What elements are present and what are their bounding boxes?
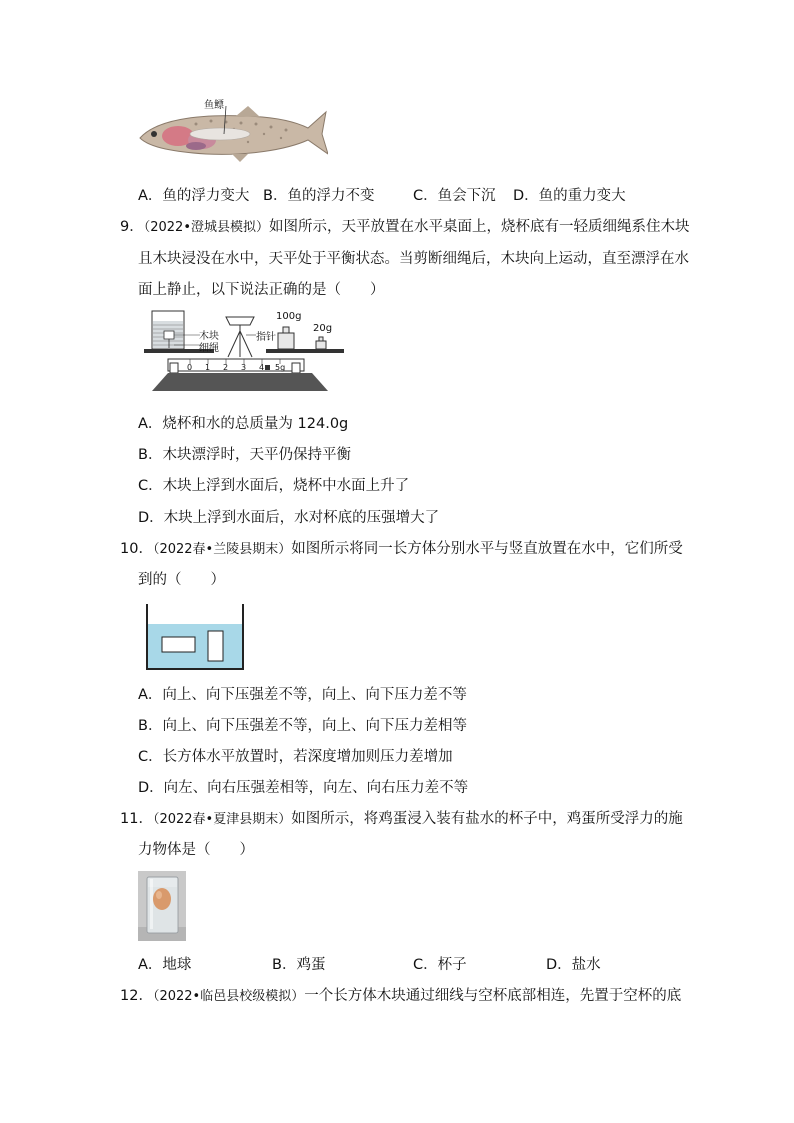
q9-option-a: A．烧杯和水的总质量为 124.0g [138, 416, 349, 432]
balance-illustration [142, 307, 347, 391]
q10-option-d: D．向左、向右压强差相等，向左、向右压力差不等 [138, 780, 469, 796]
q10-stem-line1 [120, 539, 683, 560]
q10-option-c: C．长方体水平放置时，若深度增加则压力差增加 [138, 749, 453, 765]
q10-number: 10． [120, 541, 153, 557]
q8-option-b: B．鱼的浮力不变 [263, 188, 375, 204]
q10-option-b: B．向上、向下压强差不等，向上、向下压力差相等 [138, 718, 467, 734]
fish-figure [136, 94, 328, 164]
q9-stem-line2: 且木块浸没在水中，天平处于平衡状态。当剪断细绳后，木块向上运动，直至漂浮在水 [138, 251, 689, 267]
q12-text-1: 一个长方体木块通过细线与空杯底部相连，先置于空杯的底 [304, 988, 682, 1004]
q9-option-c: C．木块上浮到水面后，烧杯中水面上升了 [138, 478, 410, 494]
q8-option-d: D．鱼的重力变大 [513, 188, 626, 204]
q9-text-1: 如图所示，天平放置在水平桌面上，烧杯底有一轻质细绳系住木块 [269, 219, 690, 235]
pointer-label: 指针 [256, 332, 276, 343]
egg-glass-photo [138, 871, 186, 941]
q11-stem-line1 [120, 809, 683, 830]
q11-stem-line2: 力物体是（ ） [138, 842, 254, 858]
q10-option-a: A．向上、向下压强差不等，向上、向下压力差不等 [138, 687, 467, 703]
q9-stem-line3: 面上静止，以下说法正确的是（ ） [138, 282, 385, 298]
q11-source: （2022春•夏津县期末） [152, 812, 292, 827]
q11-option-d: D．盐水 [546, 957, 601, 973]
block-label: 木块 [199, 331, 219, 342]
q9-option-d: D．木块上浮到水面后，水对杯底的压强增大了 [138, 510, 440, 526]
q11-option-b: B．鸡蛋 [272, 957, 326, 973]
q12-stem-line1 [120, 986, 681, 1007]
ruler-tick-0: 0 [187, 363, 193, 372]
ruler-tick-1: 1 [205, 363, 211, 372]
q10-source: （2022春•兰陵县期末） [152, 542, 292, 557]
q9-source: （2022•澄城县模拟） [143, 220, 269, 235]
q11-number: 11． [120, 811, 153, 827]
q12-number: 12． [120, 988, 153, 1004]
q9-number: 9． [120, 219, 144, 235]
q8-option-c: C．鱼会下沉 [413, 188, 496, 204]
ruler-tick-5g: 5g [275, 363, 286, 372]
egg-glass-illustration [138, 871, 186, 941]
q11-text-1: 如图所示，将鸡蛋浸入装有盐水的杯子中，鸡蛋所受浮力的施 [291, 811, 683, 827]
q11-option-c: C．杯子 [413, 957, 467, 973]
q9-option-b: B．木块漂浮时，天平仍保持平衡 [138, 447, 351, 463]
balance-figure [142, 307, 347, 391]
q8-option-a: A．鱼的浮力变大 [138, 188, 250, 204]
fish-illustration [136, 94, 328, 164]
rope-label: 细绳 [199, 343, 219, 354]
q11-option-a: A．地球 [138, 957, 192, 973]
water-tank-illustration [146, 604, 244, 670]
ruler-tick-3: 3 [241, 363, 247, 372]
ruler-tick-2: 2 [223, 363, 229, 372]
q10-text-1: 如图所示将同一长方体分别水平与竖直放置在水中，它们所受 [291, 541, 683, 557]
fish-bladder-label: 鱼鳔 [204, 100, 224, 111]
ruler-tick-4: 4 [259, 363, 265, 372]
water-tank-figure [146, 604, 244, 670]
weight-20g-label: 20g [313, 323, 333, 334]
q10-stem-line2: 到的（ ） [138, 572, 225, 588]
weight-100g-label: 100g [276, 311, 302, 322]
q12-source: （2022•临邑县校级模拟） [152, 989, 305, 1004]
q9-stem-line1 [120, 217, 690, 238]
